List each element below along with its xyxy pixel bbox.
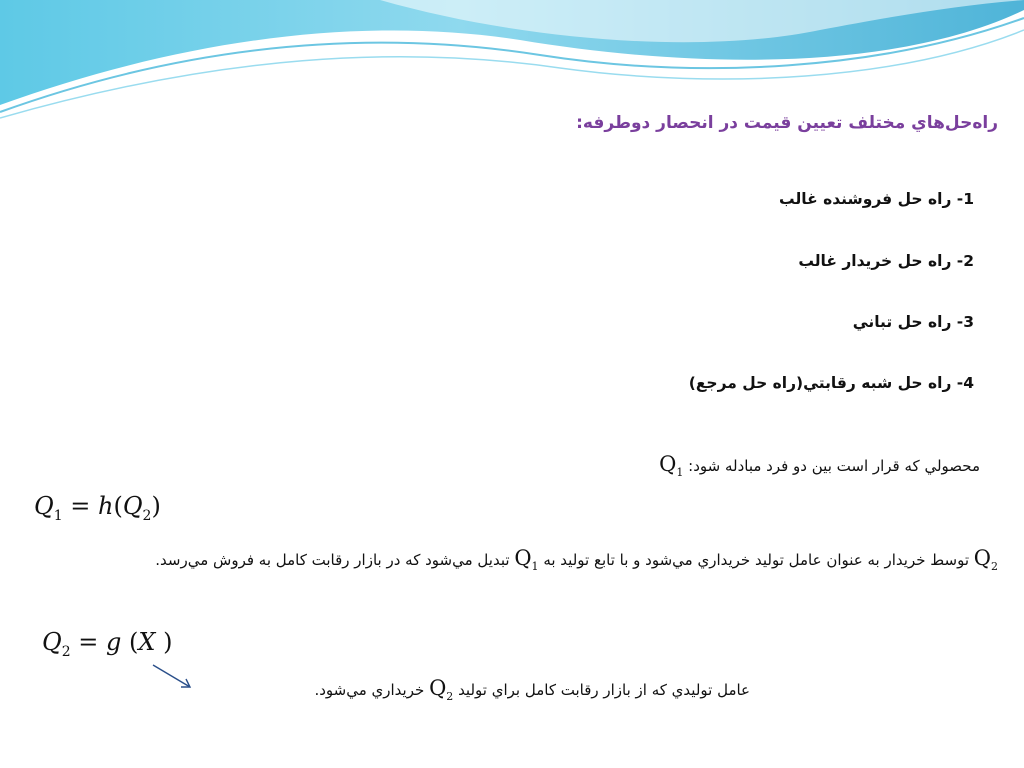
slide-title: راه‌حل‌هاي مختلف تعيين قيمت در انحصار دوطرفه: xyxy=(576,113,998,133)
solution-item-3: 3- راه حل تباني xyxy=(852,313,974,331)
equation-q1: $Q_1 = h(Q_2)$ xyxy=(34,492,161,524)
solution-item-1: 1- راه حل فروشنده غالب xyxy=(779,190,974,208)
q1-description-text: محصولي كه قرار است بين دو فرد مبادله شود: xyxy=(688,457,980,475)
factor-description xyxy=(314,676,750,703)
arrow-icon xyxy=(150,662,200,692)
solution-item-2: 2- راه حل خريدار غالب xyxy=(798,252,974,270)
solution-item-4: 4- راه حل شبه رقابتي(راه حل مرجع) xyxy=(688,374,974,392)
q2-description xyxy=(155,546,998,573)
q1-description xyxy=(659,452,980,479)
q2-description-text-a: توسط خريدار به عنوان عامل توليد خريداري مي‌شود و با تابع توليد به xyxy=(543,551,969,569)
q2-description-text-b: تبديل مي‌شود كه در بازار رقابت كامل به فروش مي‌رسد. xyxy=(155,551,510,569)
q2-symbol-inline: $Q_2$ xyxy=(429,676,454,704)
q1-symbol: $Q_1$ xyxy=(659,452,684,480)
factor-description-text-a: عامل توليدي كه از بازار رقابت كامل براي توليد xyxy=(458,681,750,699)
q2-symbol: $Q_2$ xyxy=(973,546,998,574)
header-wave-decoration xyxy=(0,0,1024,130)
q1-symbol-inline: $Q_1$ xyxy=(514,546,539,574)
factor-description-text-b: خريداري مي‌شود. xyxy=(314,681,425,699)
equation-q2: $Q_2 = g$ (X ) xyxy=(42,628,173,660)
